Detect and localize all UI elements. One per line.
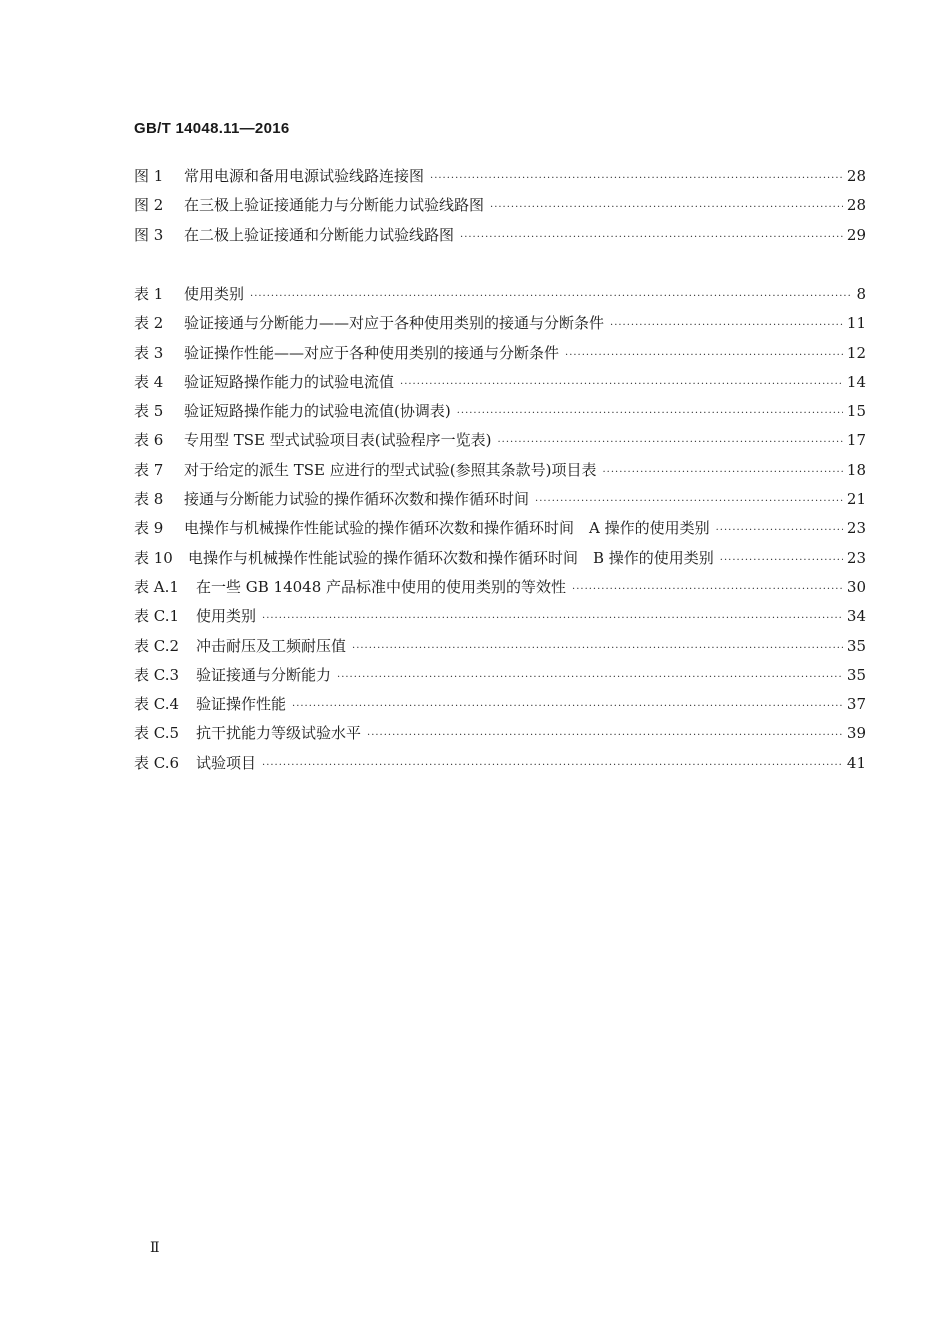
- dot-leader: [535, 487, 843, 516]
- entry-title: 试验项目: [196, 753, 257, 772]
- toc-entry[interactable]: [134, 280, 866, 309]
- entry-page: 28: [846, 167, 866, 185]
- toc-entry[interactable]: [134, 456, 866, 485]
- entry-page: 39: [846, 724, 866, 743]
- entry-number: 表 5: [134, 402, 164, 421]
- entry-page: 35: [846, 665, 866, 684]
- dot-leader: [457, 399, 843, 428]
- toc-entry[interactable]: [134, 632, 866, 661]
- entry-page: 29: [846, 225, 866, 244]
- figure-list: [134, 162, 866, 250]
- dot-leader: [490, 193, 843, 222]
- toc-entry[interactable]: [134, 191, 866, 220]
- entry-number: 图 2: [134, 196, 164, 215]
- entry-title: 验证操作性能: [196, 695, 287, 714]
- dot-leader: [497, 428, 842, 457]
- toc-entry[interactable]: [134, 368, 866, 397]
- entry-title: 对于给定的派生 TSE 应进行的型式试验(参照其条款号)项目表: [184, 460, 597, 479]
- entry-page: 12: [846, 343, 866, 362]
- entry-title: 常用电源和备用电源试验线路连接图: [184, 167, 425, 185]
- entry-page: 35: [846, 636, 866, 655]
- toc-entry[interactable]: [134, 573, 866, 602]
- entry-page: 15: [846, 402, 866, 421]
- entry-title: 在三极上验证接通能力与分断能力试验线路图: [184, 196, 485, 215]
- entry-number: 表 10: [134, 548, 173, 567]
- entry-number: 图 3: [134, 225, 164, 244]
- entry-title: 验证短路操作能力的试验电流值: [184, 372, 395, 391]
- entry-number: 表 A.1: [134, 577, 179, 596]
- entry-page: 14: [846, 372, 866, 391]
- dot-leader: [352, 634, 843, 663]
- dot-leader: [430, 164, 843, 193]
- document-code: GB/T 14048.11—2016: [134, 120, 290, 137]
- entry-page: 41: [846, 753, 866, 772]
- entry-number: 图 1: [134, 167, 164, 185]
- entry-number: 表 3: [134, 343, 164, 362]
- entry-number: 表 C.6: [134, 753, 180, 772]
- entry-page: 23: [846, 548, 866, 567]
- toc-entry[interactable]: [134, 221, 866, 250]
- toc-entry[interactable]: [134, 749, 866, 778]
- entry-page: 11: [846, 314, 866, 333]
- entry-page: 37: [846, 695, 866, 714]
- dot-leader: [292, 692, 843, 721]
- page-number: Ⅱ: [150, 1240, 160, 1256]
- entry-title: 验证接通与分断能力: [196, 665, 332, 684]
- entry-number: 表 1: [134, 285, 164, 303]
- entry-title: 验证短路操作能力的试验电流值(协调表): [184, 402, 451, 421]
- dot-leader: [716, 516, 843, 545]
- entry-title: 在二极上验证接通和分断能力试验线路图: [184, 225, 455, 244]
- toc-entry[interactable]: [134, 485, 866, 514]
- dot-leader: [720, 546, 843, 575]
- toc-entry[interactable]: [134, 339, 866, 368]
- toc-entry[interactable]: [134, 309, 866, 338]
- entry-page: 8: [856, 285, 866, 303]
- entry-number: 表 C.2: [134, 636, 180, 655]
- entry-page: 21: [846, 490, 866, 509]
- toc-entry[interactable]: [134, 719, 866, 748]
- dot-leader: [262, 751, 843, 780]
- entry-page: 17: [846, 431, 866, 450]
- entry-number: 表 6: [134, 431, 164, 450]
- dot-leader: [460, 223, 843, 252]
- dot-leader: [400, 370, 843, 399]
- toc-entry[interactable]: [134, 690, 866, 719]
- entry-page: 28: [846, 196, 866, 215]
- toc-entry[interactable]: [134, 514, 866, 543]
- dot-leader: [565, 341, 843, 370]
- entry-number: 表 8: [134, 490, 164, 509]
- dot-leader: [337, 663, 843, 692]
- toc-entry[interactable]: [134, 602, 866, 631]
- entry-number: 表 7: [134, 460, 164, 479]
- entry-page: 18: [846, 460, 866, 479]
- dot-leader: [610, 311, 843, 340]
- dot-leader: [250, 282, 852, 311]
- entry-title: 电操作与机械操作性能试验的操作循环次数和操作循环时间 A 操作的使用类别: [184, 519, 710, 538]
- entry-page: 34: [846, 607, 866, 626]
- entry-number: 表 C.4: [134, 695, 180, 714]
- entry-page: 30: [846, 577, 866, 596]
- table-list: [134, 280, 866, 778]
- entry-page: 23: [846, 519, 866, 538]
- toc-entry[interactable]: [134, 426, 866, 455]
- dot-leader: [367, 721, 843, 750]
- dot-leader: [262, 604, 843, 633]
- dot-leader: [572, 575, 843, 604]
- dot-leader: [602, 458, 842, 487]
- toc-entry[interactable]: [134, 661, 866, 690]
- entry-title: 专用型 TSE 型式试验项目表(试验程序一览表): [184, 431, 492, 450]
- entry-title: 使用类别: [184, 285, 245, 303]
- entry-title: 电操作与机械操作性能试验的操作循环次数和操作循环时间 B 操作的使用类别: [188, 548, 714, 567]
- entry-number: 表 C.3: [134, 665, 180, 684]
- entry-title: 验证操作性能——对应于各种使用类别的接通与分断条件: [184, 343, 560, 362]
- entry-title: 抗干扰能力等级试验水平: [196, 724, 362, 743]
- entry-number: 表 2: [134, 314, 164, 333]
- toc-entry[interactable]: [134, 397, 866, 426]
- entry-title: 在一些 GB 14048 产品标准中使用的使用类别的等效性: [196, 577, 567, 596]
- entry-number: 表 C.5: [134, 724, 180, 743]
- entry-title: 接通与分断能力试验的操作循环次数和操作循环时间: [184, 490, 530, 509]
- entry-title: 验证接通与分断能力——对应于各种使用类别的接通与分断条件: [184, 314, 605, 333]
- entry-number: 表 4: [134, 372, 164, 391]
- entry-title: 冲击耐压及工频耐压值: [196, 636, 347, 655]
- toc-entry[interactable]: [134, 162, 866, 191]
- entry-number: 表 9: [134, 519, 164, 538]
- entry-number: 表 C.1: [134, 607, 180, 626]
- entry-title: 使用类别: [196, 607, 257, 626]
- toc-entry[interactable]: [134, 544, 866, 573]
